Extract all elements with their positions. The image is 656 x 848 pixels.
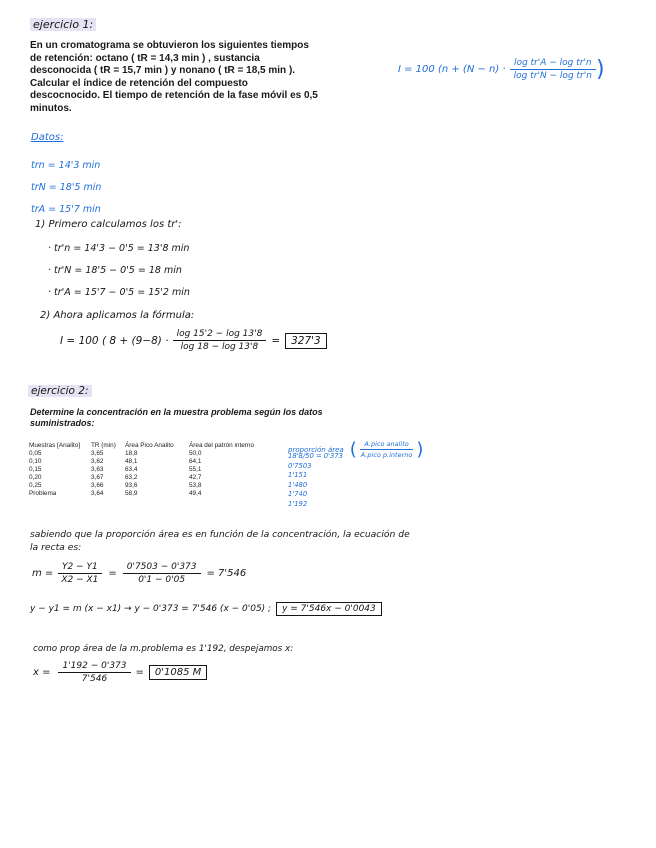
- slope-formula-fraction: [57, 562, 102, 585]
- line-equation: [30, 602, 382, 616]
- column-header: TR (min): [91, 441, 116, 449]
- calc-denominator: log 18 − log 13'8: [180, 342, 259, 352]
- exercise-1-statement: [30, 40, 335, 115]
- formula-fraction: [510, 58, 596, 81]
- area-ratio-denominator: A.pico p.interno: [360, 451, 413, 459]
- line-equation-intro: [30, 528, 410, 554]
- table-cell: 0,20: [29, 473, 42, 481]
- slope-calculation: [32, 562, 246, 585]
- table-cell: 64,1: [189, 457, 202, 465]
- column-header: Muestras [Analito]: [29, 441, 81, 449]
- table-row: [29, 457, 279, 465]
- table-cell: 58,9: [125, 489, 138, 497]
- table-cell: 0,10: [29, 457, 42, 465]
- area-ratio-values: [288, 452, 343, 510]
- area-ratio-numerator: A.pico analito: [360, 440, 412, 450]
- slope-result: = 7'546: [206, 568, 247, 579]
- statement-line: suministrados:: [30, 418, 95, 428]
- data-table: [29, 441, 279, 497]
- line-equation-derivation: y − y1 = m (x − x1) → y − 0'373 = 7'546 (x − 0'05) ;: [30, 604, 272, 614]
- table-header-row: [29, 441, 279, 449]
- table-cell: 63,2: [125, 473, 138, 481]
- calc-line: · tr'n = 14'3 − 0'5 = 13'8 min: [48, 243, 190, 254]
- table-cell: 42,7: [189, 473, 202, 481]
- datos-list: [31, 155, 101, 221]
- step-1-label: 1) Primero calculamos los tr':: [35, 219, 182, 230]
- table-cell: 53,8: [189, 481, 202, 489]
- slope-denominator: X2 − X1: [61, 575, 99, 585]
- table-row: [29, 473, 279, 481]
- statement-line: En un cromatograma se obtuvieron los siguientes tiempos: [30, 40, 309, 51]
- slope-numerator: Y2 − Y1: [58, 562, 102, 574]
- calc-fraction: [173, 329, 267, 352]
- formula-lhs: I = 100 (n + (N − n) ·: [398, 64, 506, 75]
- area-ratio-fraction: [357, 440, 417, 459]
- equals-sign: =: [108, 568, 117, 579]
- line-equation-result-box: y = 7'546x − 0'0043: [276, 602, 382, 616]
- area-ratio-value: 1'192: [288, 499, 308, 508]
- statement-line: de retención: octano ( tR = 14,3 min ) , sustancia: [30, 52, 260, 64]
- statement-line: Determine la concentración en la muestra problema según los datos: [30, 407, 323, 417]
- area-ratio-value: 18'8/50 = 0'373: [288, 452, 343, 460]
- column-header: Área Pico Analito: [125, 441, 174, 449]
- datos-label: Datos:: [31, 132, 64, 143]
- dato-item: trn = 14'3 min: [31, 160, 101, 171]
- exercise-2-statement: [30, 407, 360, 429]
- text-line: la recta es:: [30, 542, 82, 553]
- statement-line: minutos.: [30, 102, 72, 114]
- exercise-1-heading: ejercicio 1:: [30, 18, 96, 31]
- statement-line: desconocida ( tR = 15,7 min ) y nonano ( tR = 18,5 min ).: [30, 65, 296, 76]
- table-cell: 0,25: [29, 481, 42, 489]
- x-denominator: 7'546: [81, 674, 108, 684]
- table-row: [29, 449, 279, 457]
- x-calculation: [33, 661, 207, 684]
- exercise-2-heading: ejercicio 2:: [28, 385, 92, 397]
- table-row: [29, 481, 279, 489]
- step-1-calculations: [48, 238, 190, 304]
- x-lhs: x =: [33, 667, 51, 678]
- calc-line: · tr'N = 18'5 − 0'5 = 18 min: [48, 265, 182, 276]
- area-ratio-value: 1'740: [288, 490, 308, 499]
- slope-values-denominator: 0'1 − 0'05: [138, 575, 186, 585]
- table-cell: 18,8: [125, 449, 138, 457]
- area-ratio-value: 0'7503: [288, 461, 312, 470]
- table-cell: 48,1: [125, 457, 138, 465]
- statement-line: Calcular el índice de retención del compuesto: [30, 77, 248, 89]
- area-ratio-header: proporción área ( $\frac{\text{A.pico analito}}{\text{A.pico p.interno}}$ ): [288, 438, 424, 460]
- table-cell: 63,4: [125, 465, 138, 473]
- formula-denominator: log tr'N − log tr'n: [513, 71, 592, 81]
- table-row: [29, 465, 279, 473]
- result-box: 327'3: [285, 333, 327, 349]
- x-numerator: 1'192 − 0'373: [58, 661, 130, 673]
- solve-x-intro: como prop área de la m.problema es 1'192, despejamos x:: [33, 644, 294, 654]
- x-result-box: 0'1085 M: [149, 665, 207, 680]
- dato-item: trA = 15'7 min: [31, 204, 101, 215]
- slope-values-fraction: [123, 562, 201, 585]
- area-ratio-label: proporción área: [288, 445, 344, 454]
- step-2-calculation: [60, 329, 327, 352]
- area-ratio-value: 1'151: [288, 471, 308, 480]
- table-cell: 0,05: [29, 449, 42, 457]
- table-cell: 3,63: [91, 465, 104, 473]
- slope-lhs: m =: [32, 568, 54, 579]
- calc-line: · tr'A = 15'7 − 0'5 = 15'2 min: [48, 287, 190, 298]
- step-2-label: 2) Ahora aplicamos la fórmula:: [40, 310, 195, 321]
- table-cell: 0,15: [29, 465, 42, 473]
- table-cell: 3,62: [91, 457, 104, 465]
- calc-lhs: I = 100 ( 8 + (9−8) ·: [60, 334, 169, 347]
- retention-index-formula: [398, 58, 605, 81]
- table-cell: 93,6: [125, 481, 138, 489]
- column-header: Área del patrón interno: [189, 441, 255, 449]
- slope-values-numerator: 0'7503 − 0'373: [123, 562, 201, 574]
- table-cell: 49,4: [189, 489, 202, 497]
- table-cell: 3,67: [91, 473, 104, 481]
- text-line: sabiendo que la proporción área es en función de la concentración, la ecuación de: [30, 529, 410, 540]
- table-cell: 3,66: [91, 481, 104, 489]
- area-ratio-value: 1'480: [288, 480, 308, 489]
- table-cell: 3,64: [91, 489, 104, 497]
- formula-close-paren: ): [595, 56, 605, 82]
- calc-numerator: log 15'2 − log 13'8: [173, 329, 267, 341]
- table-cell: 55,1: [189, 465, 202, 473]
- table-cell: 50,0: [189, 449, 202, 457]
- table-cell: Problema: [29, 489, 57, 497]
- dato-item: trN = 18'5 min: [31, 182, 102, 193]
- formula-numerator: log tr'A − log tr'n: [510, 58, 596, 70]
- x-fraction: [58, 661, 130, 684]
- table-cell: 3,65: [91, 449, 104, 457]
- statement-line: descocnocido. El tiempo de retención de la fase móvil es 0,5: [30, 90, 318, 101]
- equals-sign: =: [271, 334, 281, 347]
- equals-sign: =: [135, 667, 144, 678]
- table-row: [29, 489, 279, 497]
